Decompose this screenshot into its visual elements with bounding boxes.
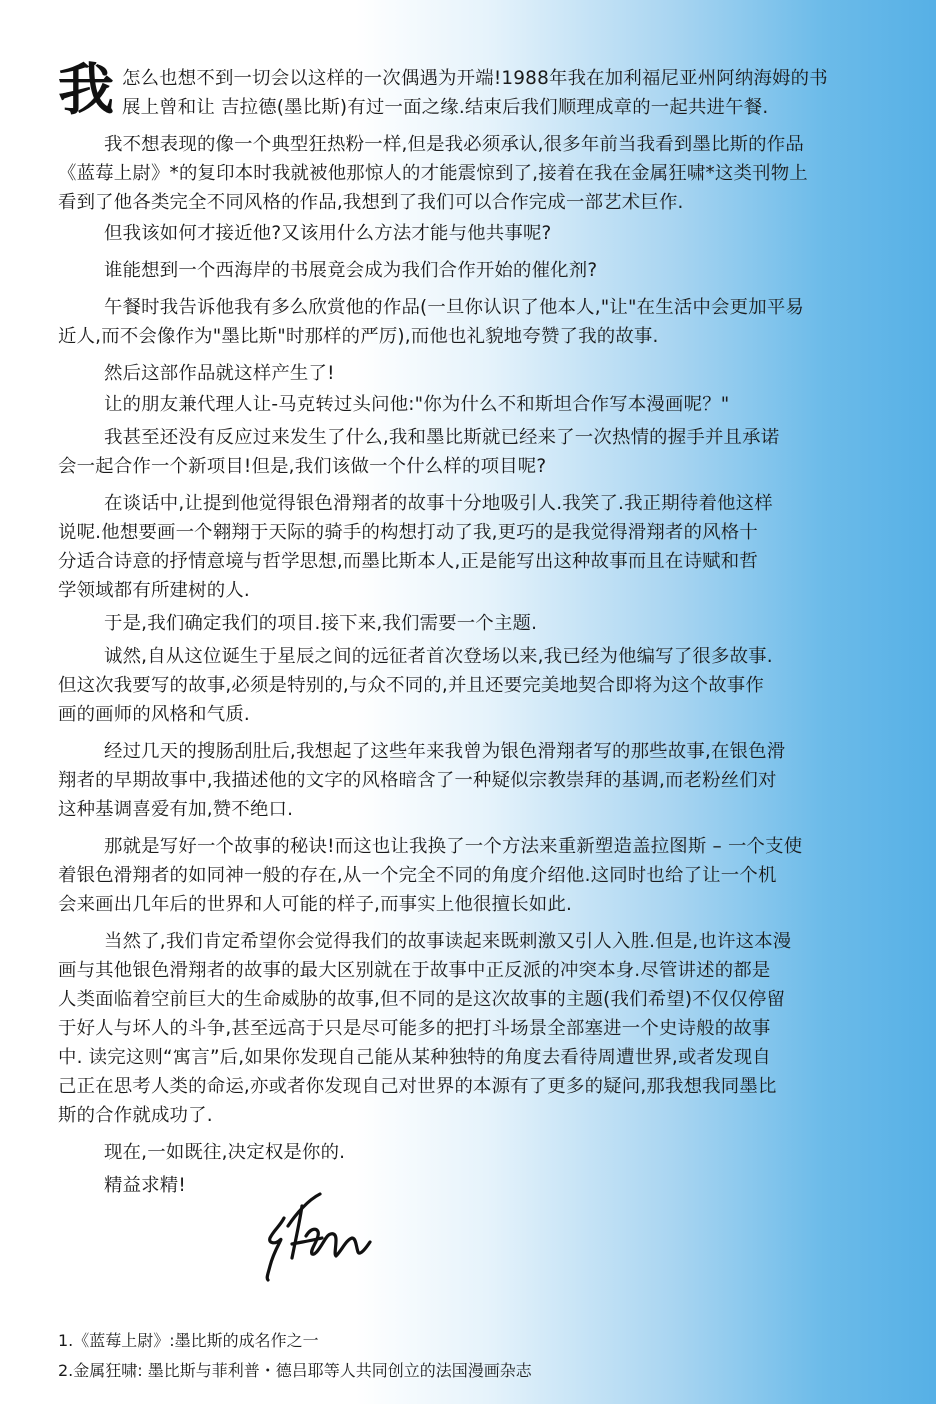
paragraph-line: 会来画出几年后的世界和人可能的样子,而事实上他很擅长如此. (58, 894, 573, 915)
paragraph-line: 这种基调喜爱有加,赞不绝口. (58, 799, 294, 820)
footnote-1: 1.《蓝莓上尉》:墨比斯的成名作之一 (58, 1331, 319, 1350)
paragraph-line: 画与其他银色滑翔者的故事的最大区别就在于故事中正反派的冲突本身.尽管讲述的都是 (58, 960, 771, 981)
paragraph-line: 近人,而不会像作为"墨比斯"时那样的严厉),而他也礼貌地夸赞了我的故事. (58, 326, 659, 347)
paragraph-13 (58, 832, 888, 919)
paragraph-line: 看到了他各类完全不同风格的作品,我想到了我们可以合作完成一部艺术巨作. (58, 192, 684, 213)
paragraph-line: 翔者的早期故事中,我描述他的文字的风格暗含了一种疑似宗教崇拜的基调,而老粉丝们对 (58, 770, 777, 791)
paragraph-line: 现在,一如既往,决定权是你的. (104, 1142, 346, 1163)
paragraph-line: 斯的合作就成功了. (58, 1105, 213, 1126)
paragraph-line: 会一起合作一个新项目!但是,我们该做一个什么样的项目呢? (58, 456, 547, 477)
paragraph-line: 人类面临着空前巨大的生命威胁的故事,但不同的是这次故事的主题(我们希望)不仅仅停留 (58, 989, 786, 1010)
paragraph-line: 我不想表现的像一个典型狂热粉一样,但是我必须承认,很多年前当我看到墨比斯的作品 (104, 134, 804, 155)
signature-stan (262, 1188, 386, 1284)
paragraph-line: 于好人与坏人的斗争,甚至远高于只是尽可能多的把打斗场景全部塞进一个史诗般的故事 (58, 1018, 771, 1039)
paragraph-8 (58, 423, 888, 481)
paragraph-1 (58, 64, 888, 122)
paragraph-line: 精益求精! (104, 1175, 186, 1196)
paragraph-4 (58, 256, 888, 285)
paragraph-14 (58, 927, 888, 1130)
paragraph-15 (58, 1138, 888, 1167)
paragraph-9 (58, 489, 888, 605)
paragraph-2 (58, 130, 888, 217)
paragraph-line: 展上曾和让 吉拉德(墨比斯)有过一面之缘.结束后我们顺理成章的一起共进午餐. (122, 97, 769, 118)
paragraph-line: 说呢.他想要画一个翱翔于天际的骑手的构想打动了我,更巧的是我觉得滑翔者的风格十 (58, 522, 758, 543)
paragraph-line: 经过几天的搜肠刮肚后,我想起了这些年来我曾为银色滑翔者写的那些故事,在银色滑 (104, 741, 786, 762)
paragraph-line: 怎么也想不到一切会以这样的一次偶遇为开端!1988年我在加利福尼亚州阿纳海姆的书 (122, 68, 828, 89)
footnote-2: 2.金属狂啸: 墨比斯与菲利普・德吕耶等人共同创立的法国漫画杂志 (58, 1361, 532, 1380)
paragraph-line: 中. 读完这则“寓言”后,如果你发现自己能从某种独特的角度去看待周遭世界,或者发现自 (58, 1047, 771, 1068)
paragraph-line: 然后这部作品就这样产生了! (104, 363, 335, 384)
paragraph-line: 学领域都有所建树的人. (58, 580, 250, 601)
paragraph-line: 着银色滑翔者的如同神一般的存在,从一个完全不同的角度介绍他.这同时也给了让一个机 (58, 865, 777, 886)
paragraph-line: 但这次我要写的故事,必须是特别的,与众不同的,并且还要完美地契合即将为这个故事作 (58, 675, 764, 696)
paragraph-6 (58, 359, 888, 388)
paragraph-line: 当然了,我们肯定希望你会觉得我们的故事读起来既刺激又引人入胜.但是,也许这本漫 (104, 931, 792, 952)
paragraph-line: 于是,我们确定我们的项目.接下来,我们需要一个主题. (104, 613, 538, 634)
paragraph-line: 午餐时我告诉他我有多么欣赏他的作品(一旦你认识了他本人,"让"在生活中会更加平易 (104, 297, 805, 318)
paragraph-line: 谁能想到一个西海岸的书展竟会成为我们合作开始的催化剂? (104, 260, 598, 281)
paragraph-16 (58, 1171, 888, 1200)
paragraph-line: 《蓝莓上尉》*的复印本时我就被他那惊人的才能震惊到了,接着在我在金属狂啸*这类刊物上 (58, 163, 808, 184)
paragraph-5 (58, 293, 888, 351)
paragraph-3 (58, 219, 888, 248)
paragraph-12 (58, 737, 888, 824)
footnotes (58, 1326, 532, 1386)
paragraph-line: 那就是写好一个故事的秘诀!而这也让我换了一个方法来重新塑造盖拉图斯 – 一个支使 (104, 836, 803, 857)
paragraph-line: 在谈话中,让提到他觉得银色滑翔者的故事十分地吸引人.我笑了.我正期待着他这样 (104, 493, 773, 514)
drop-cap: 我 (58, 57, 114, 123)
paragraph-line: 我甚至还没有反应过来发生了什么,我和墨比斯就已经来了一次热情的握手并且承诺 (104, 427, 780, 448)
paragraph-line: 己正在思考人类的命运,亦或者你发现自己对世界的本源有了更多的疑问,那我想我同墨比 (58, 1076, 777, 1097)
paragraph-line: 让的朋友兼代理人让-马克转过头问他:"你为什么不和斯坦合作写本漫画呢？" (104, 394, 730, 415)
paragraph-11 (58, 642, 888, 729)
paragraph-line: 但我该如何才接近他?又该用什么方法才能与他共事呢? (104, 223, 552, 244)
paragraph-line: 画的画师的风格和气质. (58, 704, 250, 725)
paragraph-line: 诚然,自从这位诞生于星辰之间的远征者首次登场以来,我已经为他编写了很多故事. (104, 646, 773, 667)
paragraph-7 (58, 390, 888, 419)
letter-body (58, 57, 888, 1202)
paragraph-line: 分适合诗意的抒情意境与哲学思想,而墨比斯本人,正是能写出这种故事而且在诗赋和哲 (58, 551, 758, 572)
paragraph-10 (58, 609, 888, 638)
